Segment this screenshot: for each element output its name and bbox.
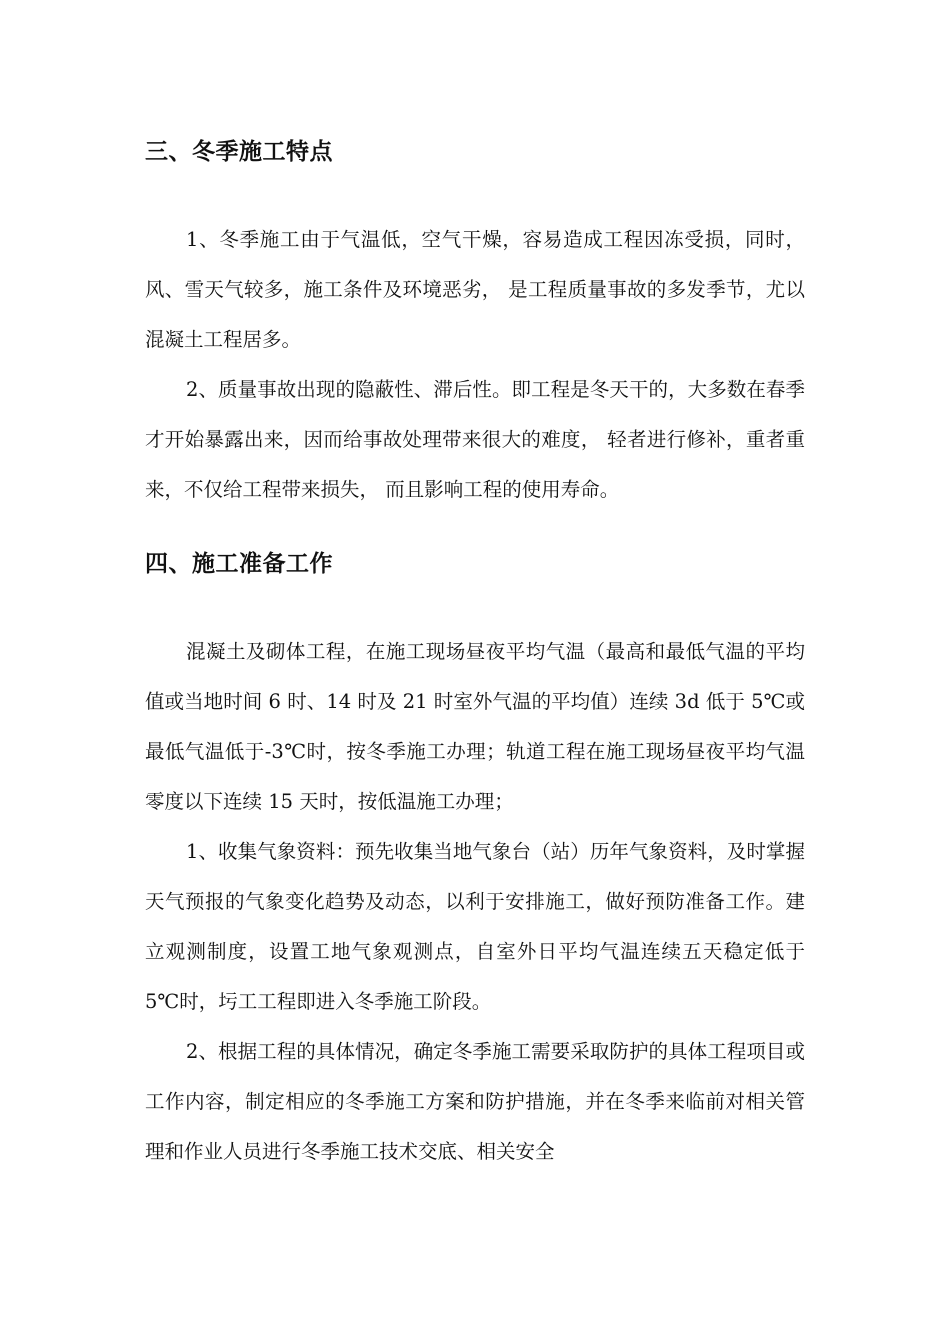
- spacer: [145, 515, 805, 539]
- spacer: [145, 589, 805, 627]
- section-heading-winter-construction-features: 三、冬季施工特点: [145, 139, 333, 165]
- spacer: [145, 177, 805, 215]
- document-body: [145, 127, 805, 1177]
- paragraph-preparation-2: 2、根据工程的具体情况，确定冬季施工需要采取防护的具体工程项目或工作内容，制定相应的冬季施工方案和防护措施，并在冬季来临前对相关管理和作业人员进行冬季施工技术交底、相关安全: [145, 1040, 805, 1163]
- section-heading-construction-preparation: 四、施工准备工作: [145, 551, 333, 577]
- paragraph-winter-features-2: 2、质量事故出现的隐蔽性、滞后性。即工程是冬天干的，大多数在春季才开始暴露出来，因而给事故处理带来很大的难度， 轻者进行修补，重者重来，不仅给工程带来损失， 而且影响工程的使用寿命。: [145, 378, 805, 501]
- paragraph-preparation-1: 1、收集气象资料：预先收集当地气象台（站）历年气象资料，及时掌握天气预报的气象变化趋势及动态，以利于安排施工，做好预防准备工作。建立观测制度，设置工地气象观测点，自室外日平均气温连续五天稳定低于 5℃时，圬工工程即进入冬季施工阶段。: [145, 840, 805, 1013]
- paragraph-winter-features-1: 1、冬季施工由于气温低，空气干燥，容易造成工程因冻受损，同时，风、雪天气较多，施工条件及环境恶劣， 是工程质量事故的多发季节，尤以混凝土工程居多。: [145, 228, 805, 351]
- paragraph-preparation-intro: 混凝土及砌体工程，在施工现场昼夜平均气温（最高和最低气温的平均值或当地时间 6 时、14 时及 21 时室外气温的平均值）连续 3d 低于 5℃或最低气温低于-3℃时，按冬季施工办理；轨道工程在施工现场昼夜平均气温零度以下连续 15 天时，按低温施工办理；: [145, 640, 805, 813]
